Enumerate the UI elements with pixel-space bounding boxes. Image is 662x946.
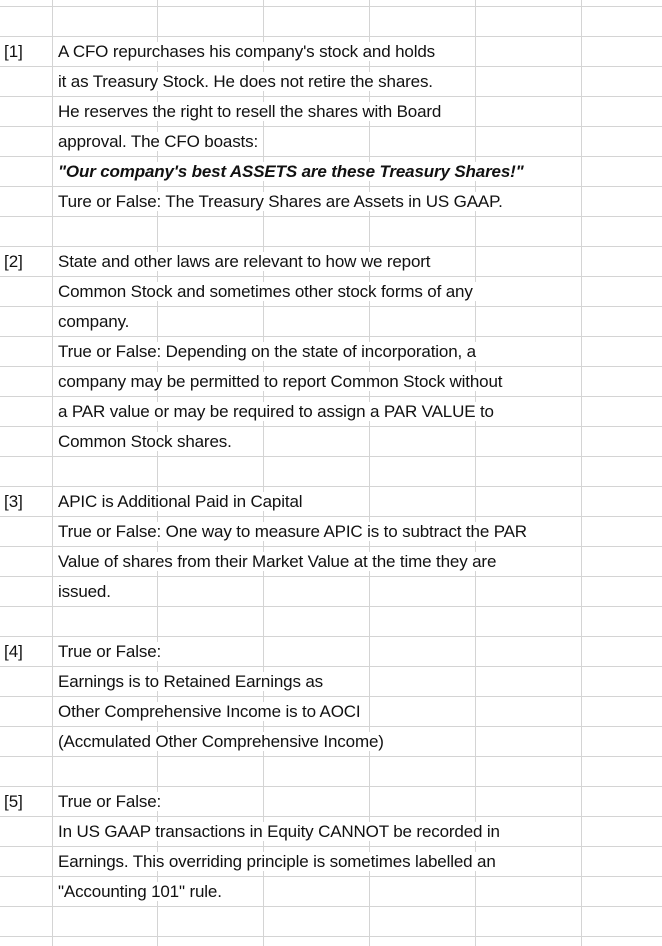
column-line: [263, 0, 264, 946]
question-line: approval. The CFO boasts:: [58, 127, 261, 157]
question-number: [4]: [4, 642, 23, 661]
question-line: Common Stock and sometimes other stock forms of any: [58, 277, 476, 307]
question-line: True or False: One way to measure APIC is to subtract the PAR: [58, 517, 530, 547]
question-line: True or False:: [58, 787, 164, 817]
column-line: [369, 0, 370, 946]
question-line: Common Stock shares.: [58, 427, 235, 457]
question-line: A CFO repurchases his company's stock and holds: [58, 37, 438, 67]
question-number: [2]: [4, 252, 23, 271]
question-line: In US GAAP transactions in Equity CANNOT be recorded in: [58, 817, 503, 847]
question-line: True or False:: [58, 637, 164, 667]
question-number: [5]: [4, 792, 23, 811]
cfo-quote: "Our company's best ASSETS are these Treasury Shares!": [58, 157, 527, 187]
question-line: "Accounting 101" rule.: [58, 877, 225, 907]
question-line: company.: [58, 307, 132, 337]
question-line: issued.: [58, 577, 114, 607]
question-line: Ture or False: The Treasury Shares are Assets in US GAAP.: [58, 187, 506, 217]
question-line: (Accmulated Other Comprehensive Income): [58, 727, 387, 757]
column-line: [475, 0, 476, 946]
question-line: a PAR value or may be required to assign a PAR VALUE to: [58, 397, 497, 427]
question-line: APIC is Additional Paid in Capital: [58, 487, 305, 517]
question-line: company may be permitted to report Common Stock without: [58, 367, 505, 397]
question-number: [3]: [4, 492, 23, 511]
question-line: it as Treasury Stock. He does not retire the shares.: [58, 67, 436, 97]
column-line: [581, 0, 582, 946]
question-line: Value of shares from their Market Value at the time they are: [58, 547, 499, 577]
question-line: He reserves the right to resell the shares with Board: [58, 97, 444, 127]
spreadsheet-grid: [0, 7, 662, 946]
question-line: Earnings is to Retained Earnings as: [58, 667, 326, 697]
question-line: Earnings. This overriding principle is sometimes labelled an: [58, 847, 499, 877]
question-line: State and other laws are relevant to how we report: [58, 247, 433, 277]
column-line: [52, 0, 53, 946]
question-number: [1]: [4, 42, 23, 61]
question-line: True or False: Depending on the state of incorporation, a: [58, 337, 479, 367]
question-line: Other Comprehensive Income is to AOCI: [58, 697, 363, 727]
